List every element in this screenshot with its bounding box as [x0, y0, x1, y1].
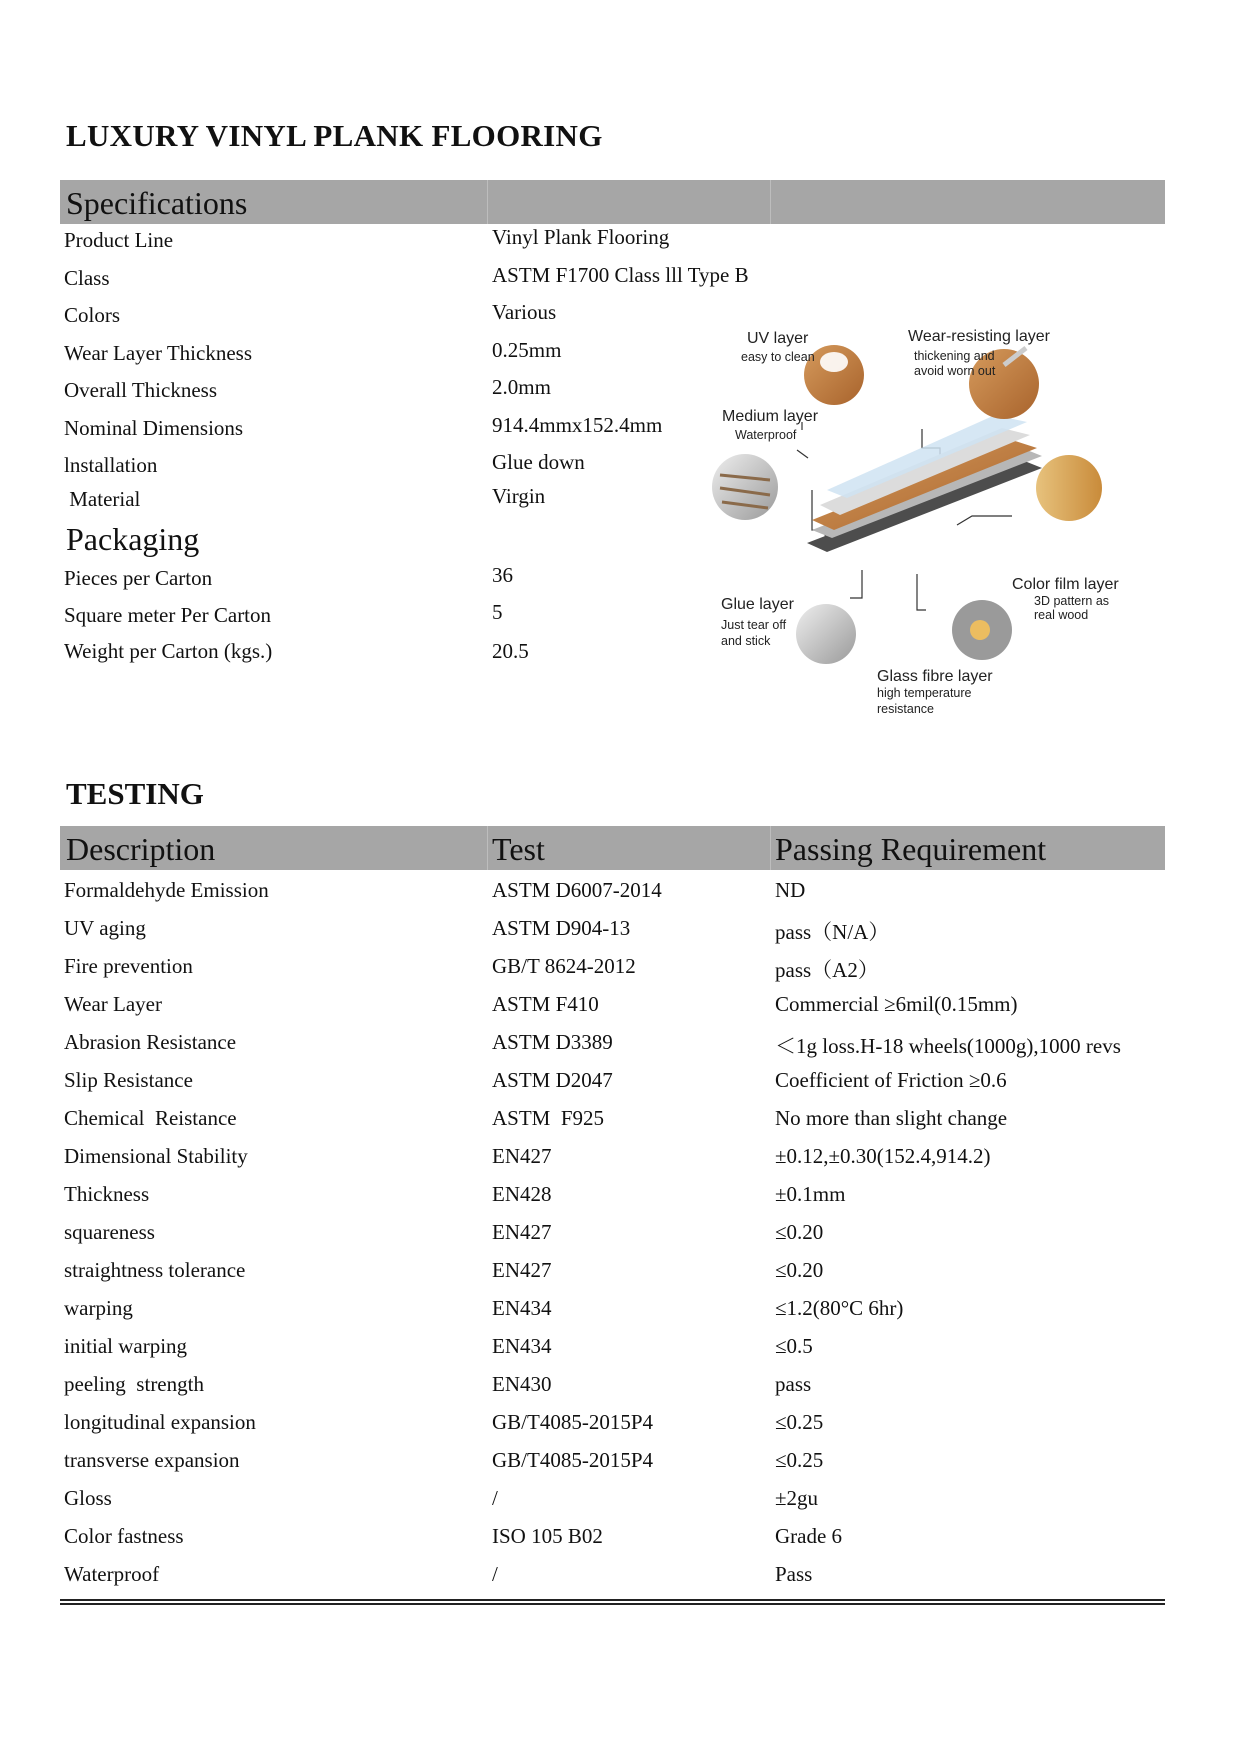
color-film-photo [1036, 455, 1102, 521]
test-method: GB/T4085-2015P4 [492, 1410, 654, 1434]
test-requirement: pass（N/A） [775, 920, 890, 944]
test-method: ASTM D6007-2014 [492, 878, 662, 902]
glue-layer-sub1: Just tear off [721, 618, 787, 632]
test-method: EN428 [492, 1182, 552, 1206]
uv-layer-sub: easy to clean [741, 350, 815, 364]
color-film-sub1: 3D pattern as [1034, 594, 1110, 608]
table-row [0, 1410, 1241, 1446]
test-requirement: Grade 6 [775, 1524, 843, 1548]
table-row [0, 1448, 1241, 1484]
test-requirement: ≤0.20 [775, 1220, 824, 1244]
spec-value: ASTM F1700 Class lll Type B [492, 263, 749, 287]
spec-value: 914.4mmx152.4mm [492, 413, 663, 437]
column-separator [770, 826, 771, 870]
requirement-header: Passing Requirement [775, 831, 1047, 867]
test-requirement: ≤0.25 [775, 1448, 824, 1472]
spec-label: Wear Layer Thickness [64, 341, 253, 365]
table-row [0, 1334, 1241, 1370]
test-description: Wear Layer [64, 992, 162, 1016]
test-method: ASTM F410 [492, 992, 599, 1016]
uv-layer-label: UV layer [747, 330, 809, 347]
medium-layer-label: Medium layer [722, 408, 819, 425]
test-requirement: No more than slight change [775, 1106, 1008, 1130]
table-row [0, 1296, 1241, 1332]
test-requirement: pass [775, 1372, 812, 1396]
test-method: ASTM D3389 [492, 1030, 613, 1054]
test-method: EN434 [492, 1334, 552, 1358]
test-method: GB/T4085-2015P4 [492, 1448, 654, 1472]
spec-label: Class [64, 266, 110, 290]
test-description: Thickness [64, 1182, 150, 1206]
spec-value: Various [492, 300, 557, 324]
test-requirement: ≤0.20 [775, 1258, 824, 1282]
table-row [0, 1030, 1241, 1066]
test-description: warping [64, 1296, 133, 1320]
test-method: / [492, 1486, 498, 1510]
table-row [0, 1486, 1241, 1522]
table-row [0, 878, 1241, 914]
glue-layer-label: Glue layer [721, 596, 794, 613]
test-description: initial warping [64, 1334, 188, 1358]
table-row [0, 1068, 1241, 1104]
table-row [0, 1220, 1241, 1256]
test-description: Color fastness [64, 1524, 184, 1548]
spec-label: lnstallation [64, 453, 158, 477]
page-title: LUXURY VINYL PLANK FLOORING [66, 118, 603, 153]
table-row [0, 954, 1241, 990]
table-row [0, 992, 1241, 1028]
table-row [0, 1258, 1241, 1294]
test-requirement: ±0.1mm [775, 1182, 846, 1206]
spec-label: Nominal Dimensions [64, 416, 244, 440]
glass-fibre-sub1: high temperature [877, 686, 972, 700]
test-description: Slip Resistance [64, 1068, 193, 1092]
test-description: transverse expansion [64, 1448, 240, 1472]
spec-row [0, 263, 1241, 302]
table-row [0, 1562, 1241, 1598]
test-requirement: pass（A2） [775, 958, 879, 982]
spec-value: 2.0mm [492, 375, 551, 399]
test-requirement: ±2gu [775, 1486, 819, 1510]
test-requirement: Coefficient of Friction ≥0.6 [775, 1068, 1007, 1092]
test-method: EN430 [492, 1372, 552, 1396]
test-description: Dimensional Stability [64, 1144, 248, 1168]
test-requirement: ND [775, 878, 806, 902]
test-description: Waterproof [64, 1562, 160, 1586]
packaging-value: 20.5 [492, 639, 529, 663]
color-film-label: Color film layer [1012, 576, 1119, 593]
spec-value: Glue down [492, 450, 585, 474]
testing-title: TESTING [66, 776, 204, 811]
layer-diagram [712, 330, 1132, 730]
test-method: EN427 [492, 1258, 552, 1282]
test-description: Gloss [64, 1486, 112, 1510]
test-requirement: Pass [775, 1562, 813, 1586]
table-row [0, 1182, 1241, 1218]
test-description: straightness tolerance [64, 1258, 246, 1282]
packaging-label: Pieces per Carton [64, 566, 213, 590]
test-description: squareness [64, 1220, 155, 1244]
testing-header-band [60, 826, 1165, 870]
specifications-header-band [60, 180, 1165, 224]
table-row [0, 1524, 1241, 1560]
test-method: ASTM D904-13 [492, 916, 631, 940]
spec-value: Vinyl Plank Flooring [492, 225, 670, 249]
description-header: Description [66, 831, 216, 867]
glass-fibre-sub2: resistance [877, 702, 934, 716]
test-requirement: ≤0.5 [775, 1334, 813, 1358]
wear-layer-sub2: avoid worn out [914, 364, 996, 378]
spec-label: Product Line [64, 228, 174, 252]
test-header: Test [492, 831, 545, 867]
test-description: peeling strength [64, 1372, 204, 1396]
wear-layer-sub1: thickening and [914, 349, 995, 363]
test-method: EN427 [492, 1144, 552, 1168]
test-requirement: ≤0.25 [775, 1410, 824, 1434]
spec-label: Colors [64, 303, 121, 327]
column-separator [487, 826, 488, 870]
table-row [0, 916, 1241, 952]
test-method: EN427 [492, 1220, 552, 1244]
specifications-header: Specifications [66, 185, 248, 221]
test-description: longitudinal expansion [64, 1410, 256, 1434]
test-method: / [492, 1562, 498, 1586]
packaging-header: Packaging [66, 521, 200, 557]
spec-label: Overall Thickness [64, 378, 217, 402]
table-row [0, 1144, 1241, 1180]
test-method: EN434 [492, 1296, 552, 1320]
color-film-sub2: real wood [1034, 608, 1089, 622]
glue-layer-sub2: and stick [721, 634, 771, 648]
column-separator [770, 180, 771, 224]
glue-layer-photo [796, 604, 856, 664]
spec-value: Virgin [492, 484, 546, 508]
test-method: GB/T 8624-2012 [492, 954, 636, 978]
column-separator [487, 180, 488, 224]
bottom-rule [60, 1599, 1165, 1601]
bottom-rule [60, 1603, 1165, 1605]
packaging-value: 5 [492, 600, 503, 624]
test-description: Abrasion Resistance [64, 1030, 237, 1054]
table-row [0, 1106, 1241, 1142]
wear-layer-label: Wear-resisting layer [908, 328, 1050, 345]
test-requirement: ＜1g loss.H-18 wheels(1000g),1000 revs [775, 1034, 1121, 1058]
spec-label: Material [64, 487, 141, 511]
test-requirement: ≤1.2(80°C 6hr) [775, 1296, 904, 1320]
spec-row [0, 225, 1241, 264]
packaging-value: 36 [492, 563, 513, 587]
glass-fibre-label: Glass fibre layer [877, 668, 993, 685]
test-requirement: ±0.12,±0.30(152.4,914.2) [775, 1144, 991, 1168]
spec-value: 0.25mm [492, 338, 562, 362]
test-description: UV aging [64, 916, 146, 940]
test-requirement: Commercial ≥6mil(0.15mm) [775, 992, 1018, 1016]
test-description: Formaldehyde Emission [64, 878, 269, 902]
packaging-label: Weight per Carton (kgs.) [64, 639, 273, 663]
test-method: ISO 105 B02 [492, 1524, 603, 1548]
table-row [0, 1372, 1241, 1408]
packaging-label: Square meter Per Carton [64, 603, 272, 627]
medium-layer-sub: Waterproof [735, 428, 797, 442]
test-description: Fire prevention [64, 954, 193, 978]
test-description: Chemical Reistance [64, 1106, 237, 1130]
test-method: ASTM D2047 [492, 1068, 613, 1092]
test-method: ASTM F925 [492, 1106, 605, 1130]
